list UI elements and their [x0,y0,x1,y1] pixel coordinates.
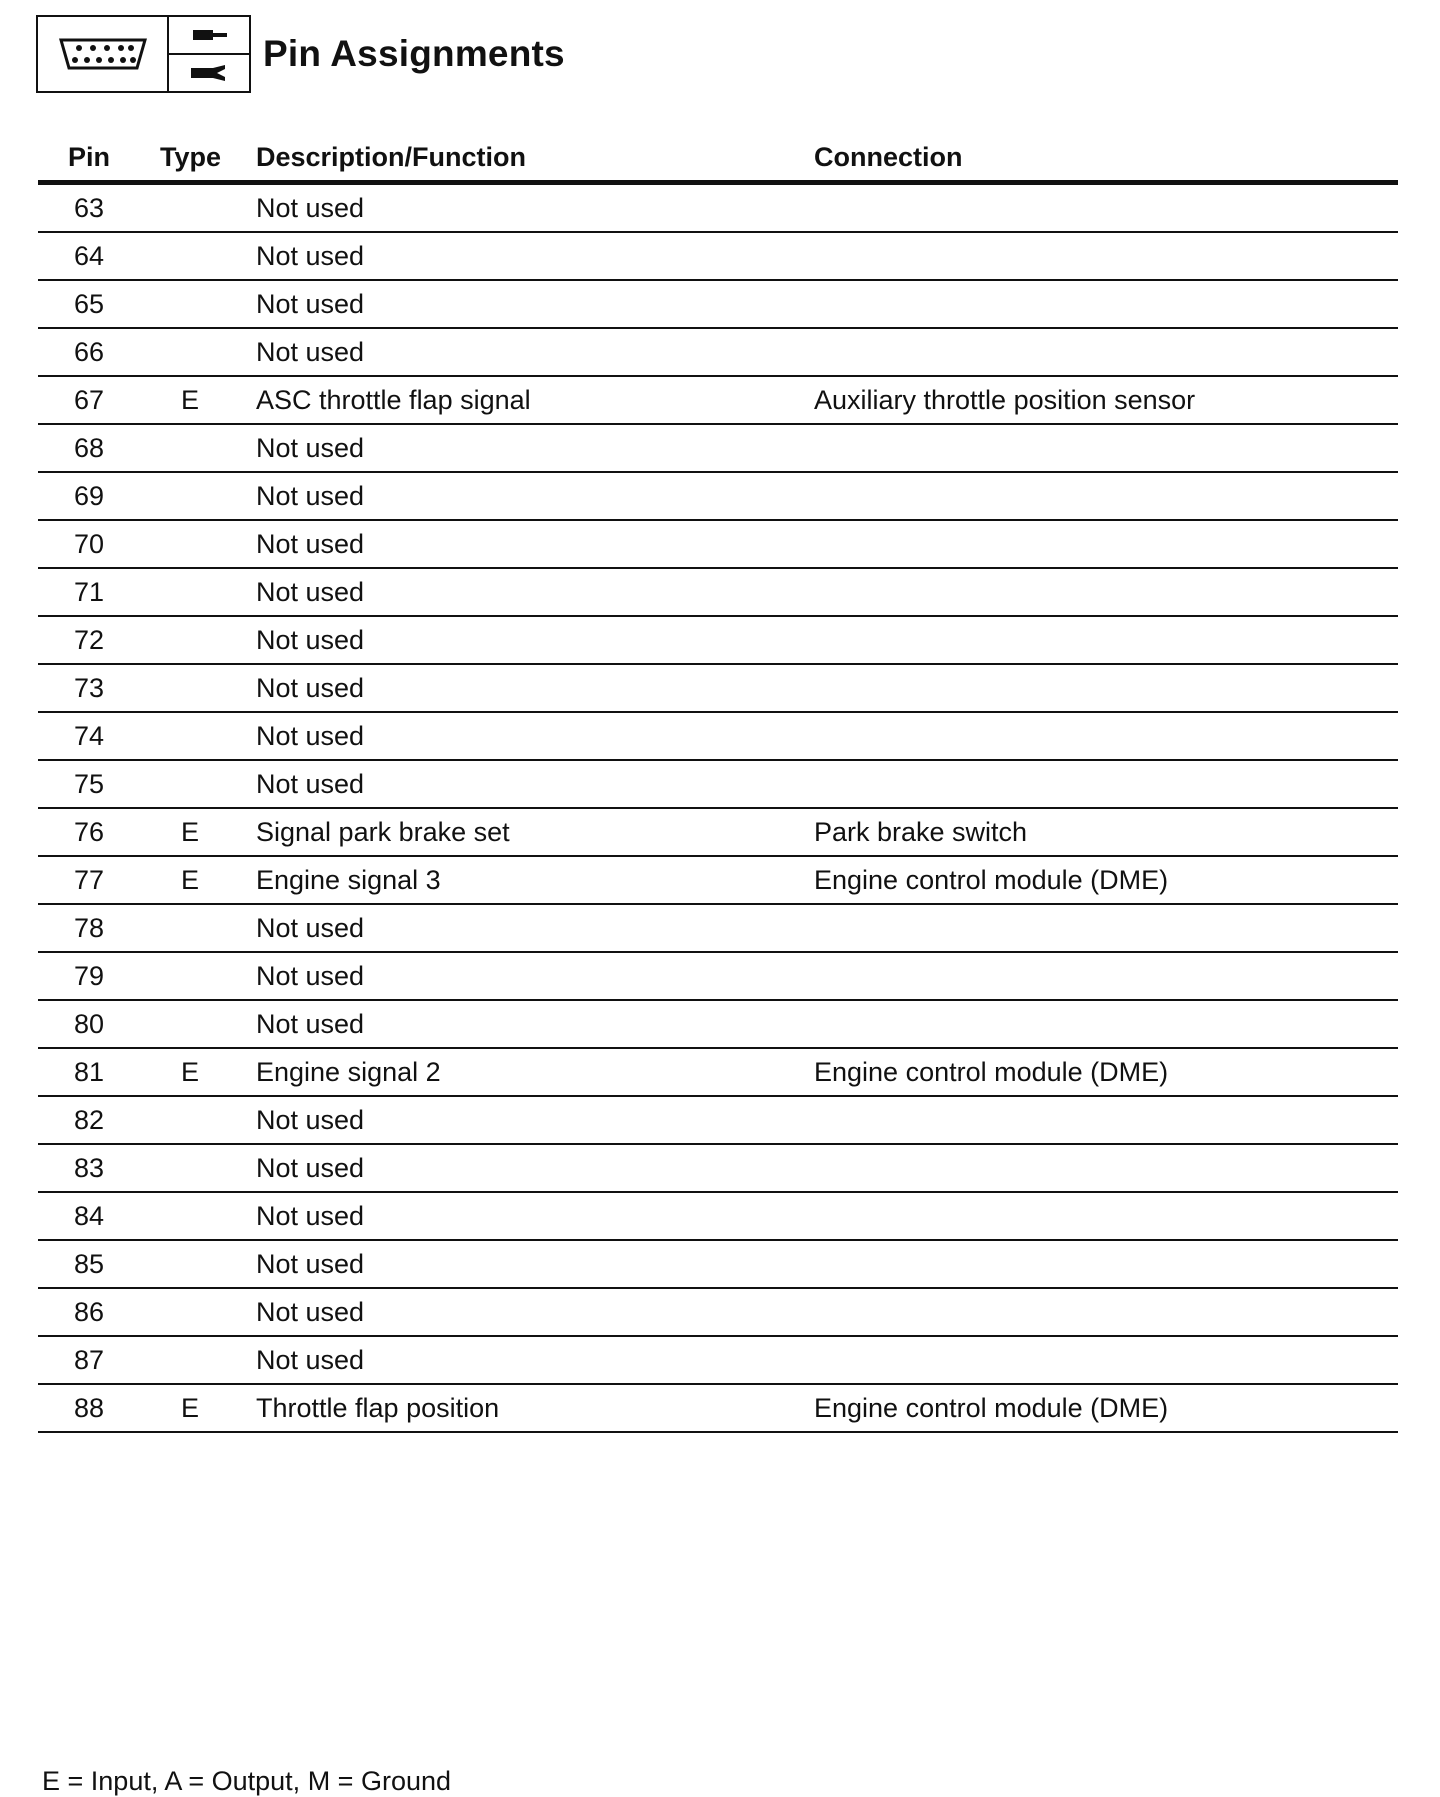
description-cell: Not used [240,280,814,328]
connection-cell [814,1096,1398,1144]
description-cell: Not used [240,1240,814,1288]
pin-male-icon [169,17,249,55]
table-row [38,760,1398,808]
table-row [38,712,1398,760]
connection-cell [814,472,1398,520]
connector-icon-box [36,15,251,93]
table-row [38,808,1398,856]
pin-cell: 79 [38,952,140,1000]
type-cell [140,232,240,280]
column-header-description: Description/Function [240,134,814,183]
type-cell [140,1288,240,1336]
column-header-type: Type [140,134,240,183]
description-cell: Not used [240,183,814,233]
description-cell: Not used [240,328,814,376]
type-cell: E [140,856,240,904]
pin-cell: 65 [38,280,140,328]
table-row [38,520,1398,568]
column-header-pin: Pin [38,134,140,183]
table-row [38,952,1398,1000]
table-row [38,1288,1398,1336]
table-row [38,1048,1398,1096]
connection-cell [814,952,1398,1000]
description-cell: Not used [240,760,814,808]
table-row [38,1192,1398,1240]
connection-cell [814,520,1398,568]
description-cell: Not used [240,1288,814,1336]
table-row [38,376,1398,424]
type-cell [140,1096,240,1144]
type-cell: E [140,376,240,424]
type-cell [140,904,240,952]
connection-cell: Engine control module (DME) [814,856,1398,904]
table-row [38,1336,1398,1384]
pin-cell: 87 [38,1336,140,1384]
connection-cell [814,280,1398,328]
description-cell: Not used [240,1000,814,1048]
connection-cell [814,1144,1398,1192]
connection-cell: Auxiliary throttle position sensor [814,376,1398,424]
pin-cell: 80 [38,1000,140,1048]
type-cell [140,280,240,328]
pin-cell: 73 [38,664,140,712]
connection-cell [814,664,1398,712]
pin-cell: 68 [38,424,140,472]
connection-cell [814,328,1398,376]
pin-cell: 85 [38,1240,140,1288]
pin-cell: 63 [38,183,140,233]
description-cell: Signal park brake set [240,808,814,856]
type-cell [140,472,240,520]
legend-footnote: E = Input, A = Output, M = Ground [42,1766,452,1796]
pin-cell: 75 [38,760,140,808]
type-cell [140,568,240,616]
table-row [38,1144,1398,1192]
pin-cell: 67 [38,376,140,424]
table-row [38,664,1398,712]
pin-cell: 76 [38,808,140,856]
connection-cell: Park brake switch [814,808,1398,856]
pin-cell: 66 [38,328,140,376]
type-cell: E [140,1048,240,1096]
pin-cell: 74 [38,712,140,760]
description-cell: Not used [240,1096,814,1144]
description-cell: Not used [240,520,814,568]
table-row [38,1000,1398,1048]
connection-cell [814,760,1398,808]
description-cell: Not used [240,616,814,664]
description-cell: Not used [240,664,814,712]
pin-cell: 86 [38,1288,140,1336]
type-cell [140,520,240,568]
type-cell [140,1240,240,1288]
connector-icon [38,17,169,91]
pin-direction-icon [169,17,249,91]
connection-cell [814,183,1398,233]
page-title: Pin Assignments [263,33,565,74]
type-cell [140,328,240,376]
connection-cell [814,1288,1398,1336]
connection-cell [814,616,1398,664]
type-cell [140,424,240,472]
description-cell: ASC throttle flap signal [240,376,814,424]
description-cell: Not used [240,904,814,952]
table-row [38,856,1398,904]
connection-cell [814,1000,1398,1048]
type-cell: E [140,808,240,856]
pin-cell: 82 [38,1096,140,1144]
table-row [38,1096,1398,1144]
type-cell [140,664,240,712]
description-cell: Not used [240,712,814,760]
description-cell: Engine signal 2 [240,1048,814,1096]
table-row [38,424,1398,472]
description-cell: Not used [240,1144,814,1192]
connection-cell: Engine control module (DME) [814,1048,1398,1096]
description-cell: Not used [240,232,814,280]
connection-cell [814,1336,1398,1384]
table-row [38,1384,1398,1432]
table-header-row [38,134,1398,183]
table-body [38,183,1398,1433]
table-row [38,568,1398,616]
connection-cell: Engine control module (DME) [814,1384,1398,1432]
type-cell [140,1144,240,1192]
description-cell: Engine signal 3 [240,856,814,904]
connection-cell [814,1192,1398,1240]
pin-cell: 71 [38,568,140,616]
description-cell: Not used [240,424,814,472]
description-cell: Not used [240,1336,814,1384]
table-row [38,904,1398,952]
type-cell [140,952,240,1000]
description-cell: Not used [240,568,814,616]
type-cell: E [140,1384,240,1432]
table-row [38,616,1398,664]
pin-cell: 88 [38,1384,140,1432]
type-cell [140,1000,240,1048]
type-cell [140,616,240,664]
connection-cell [814,712,1398,760]
table-row [38,280,1398,328]
type-cell [140,760,240,808]
type-cell [140,1336,240,1384]
connection-cell [814,904,1398,952]
description-cell: Throttle flap position [240,1384,814,1432]
pin-assignments-table [38,134,1398,1433]
table-row [38,232,1398,280]
connection-cell [814,232,1398,280]
table-row [38,472,1398,520]
connection-cell [814,1240,1398,1288]
column-header-connection: Connection [814,134,1398,183]
pin-cell: 81 [38,1048,140,1096]
type-cell [140,712,240,760]
connection-cell [814,424,1398,472]
description-cell: Not used [240,952,814,1000]
pin-cell: 69 [38,472,140,520]
pin-cell: 77 [38,856,140,904]
pin-cell: 70 [38,520,140,568]
pin-cell: 83 [38,1144,140,1192]
pin-female-icon [169,55,249,91]
page-header [36,14,565,94]
type-cell [140,183,240,233]
pin-cell: 72 [38,616,140,664]
pin-cell: 64 [38,232,140,280]
type-cell [140,1192,240,1240]
table-row [38,1240,1398,1288]
pin-cell: 78 [38,904,140,952]
table-row [38,183,1398,233]
pin-cell: 84 [38,1192,140,1240]
connection-cell [814,568,1398,616]
description-cell: Not used [240,472,814,520]
table-row [38,328,1398,376]
description-cell: Not used [240,1192,814,1240]
